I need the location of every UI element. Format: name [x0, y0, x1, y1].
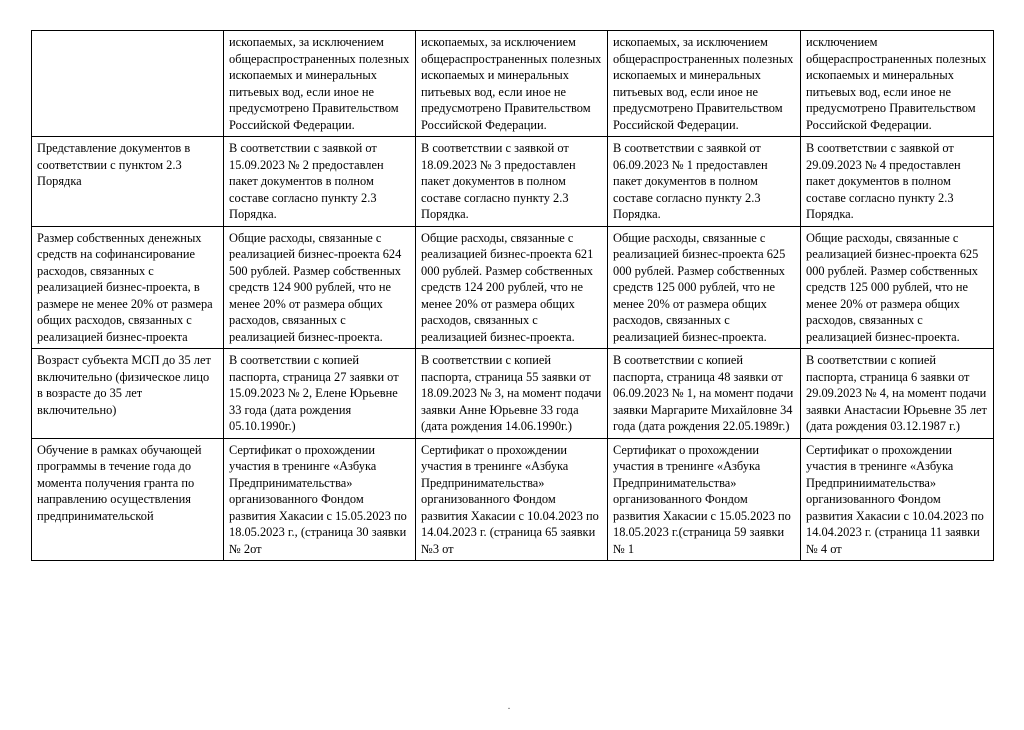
- table-cell-criterion: [32, 226, 224, 349]
- table-cell-criterion: [32, 31, 224, 137]
- cell-text: Размер собственных денежных средств на софинансирование расходов, связанных с реализацией бизнес-проекта, в размере не менее 20% от размера общих расходов, связанных с реализацией бизнес-проекта: [37, 230, 213, 344]
- table-cell-app2: [224, 137, 416, 227]
- table-cell-app4: [801, 349, 994, 439]
- cell-text: Сертификат о прохождении участия в тренинге «Азбука Предпринимательства» организованного Фондом развития Хакасии с 15.05.2023 по 18.05.2023 г.(страница 59 заявки № 1: [613, 442, 791, 556]
- cell-text: В соответствии с заявкой от 29.09.2023 № 4 предоставлен пакет документов в полном составе согласно пункту 2.3 Порядка.: [806, 141, 961, 221]
- table-row: [32, 137, 994, 227]
- table-cell-app1: [608, 226, 801, 349]
- table-row: [32, 226, 994, 349]
- cell-text: Возраст субъекта МСП до 35 лет включительно (физическое лицо в возрасте до 35 лет включительно): [37, 353, 211, 417]
- table-cell-app2: [224, 31, 416, 137]
- cell-text: В соответствии с заявкой от 15.09.2023 № 2 предоставлен пакет документов в полном составе согласно пункту 2.3 Порядка.: [229, 141, 384, 221]
- table-cell-app3: [416, 438, 608, 561]
- table-cell-app1: [608, 31, 801, 137]
- table-cell-criterion: [32, 438, 224, 561]
- table-cell-app4: [801, 438, 994, 561]
- cell-text: Общие расходы, связанные с реализацией бизнес-проекта 625 000 рублей. Размер собственных средств 125 000 рублей, что не менее 20% от размера общих расходов, связанных с реализацией бизнес-проекта.: [806, 230, 979, 344]
- table-cell-app3: [416, 349, 608, 439]
- cell-text: Обучение в рамках обучающей программы в течение года до момента получения гранта по направлению осуществления предпринимательской: [37, 442, 202, 523]
- table-cell-app1: [608, 438, 801, 561]
- cell-text: В соответствии с копией паспорта, страница 6 заявки от 29.09.2023 № 4, на момент подачи заявки Анастасии Юрьевне 35 лет (дата рождения 03.12.1987 г.): [806, 353, 987, 433]
- comparison-table: [31, 30, 994, 561]
- table-cell-app4: [801, 31, 994, 137]
- cell-text: ископаемых, за исключением общераспространенных полезных ископаемых и минеральных питьевых вод, если иное не предусмотрено Правительством Российской Федерации.: [229, 35, 410, 132]
- cell-text: Сертификат о прохождении участия в тренинге «Азбука Предпринимательства» организованного Фондом развития Хакасии с 10.04.2023 по 14.04.2023 г. (страница 65 заявки №3 от: [421, 442, 599, 556]
- cell-text: Сертификат о прохождении участия в тренинге «Азбука Предприниимательства» организованного Фондом развития Хакасии с 10.04.2023 по 14.04.2023 г. (страница 11 заявки № 4 от: [806, 442, 984, 556]
- table-cell-app2: [224, 226, 416, 349]
- table-cell-app2: [224, 438, 416, 561]
- cell-text: Общие расходы, связанные с реализацией бизнес-проекта 621 000 рублей. Размер собственных средств 124 200 рублей, что не менее 20% от размера общих расходов, связанных с реализацией бизнес-проекта.: [421, 230, 594, 344]
- cell-text: Представление документов в соответствии с пунктом 2.3 Порядка: [37, 141, 191, 188]
- table-row: [32, 31, 994, 137]
- cell-text: В соответствии с копией паспорта, страница 55 заявки от 18.09.2023 № 3, на момент подачи заявки Анне Юрьевне 33 года (дата рождения 14.06.1990г.): [421, 353, 602, 433]
- cell-text: ископаемых, за исключением общераспространенных полезных ископаемых и минеральных питьевых вод, если иное не предусмотрено Правительством Российской Федерации.: [613, 35, 794, 132]
- table-row: [32, 349, 994, 439]
- table-cell-criterion: [32, 137, 224, 227]
- table-cell-app1: [608, 349, 801, 439]
- table-cell-app4: [801, 226, 994, 349]
- table-row: [32, 438, 994, 561]
- cell-text: исключением общераспространенных полезных ископаемых и минеральных питьевых вод, если иное не предусмотрено Правительством Российской Федерации.: [806, 35, 987, 132]
- cell-text: ископаемых, за исключением общераспространенных полезных ископаемых и минеральных питьевых вод, если иное не предусмотрено Правительством Российской Федерации.: [421, 35, 602, 132]
- cell-text: В соответствии с заявкой от 06.09.2023 № 1 предоставлен пакет документов в полном составе согласно пункту 2.3 Порядка.: [613, 141, 768, 221]
- cell-text: В соответствии с копией паспорта, страница 27 заявки от 15.09.2023 № 2, Елене Юрьевне 33 года (дата рождения 05.10.1990г.): [229, 353, 399, 433]
- table-cell-app3: [416, 226, 608, 349]
- table-cell-app3: [416, 31, 608, 137]
- table-cell-app3: [416, 137, 608, 227]
- cell-text: Сертификат о прохождении участия в тренинге «Азбука Предпринимательства» организованного Фондом развития Хакасии с 15.05.2023 по 18.05.2023 г., (страница 30 заявки № 2от: [229, 442, 407, 556]
- table-cell-app1: [608, 137, 801, 227]
- cell-text: В соответствии с копией паспорта, страница 48 заявки от 06.09.2023 № 1, на момент подачи заявки Маргарите Михайловне 34 года (дата рождения 22.05.1989г.): [613, 353, 794, 433]
- table-cell-criterion: [32, 349, 224, 439]
- table-cell-app4: [801, 137, 994, 227]
- cell-text: Общие расходы, связанные с реализацией бизнес-проекта 625 000 рублей. Размер собственных средств 125 000 рублей, что не менее 20% от размера общих расходов, связанных с реализацией бизнес-проекта.: [613, 230, 786, 344]
- page-footer-marker: .: [507, 700, 511, 712]
- cell-text: В соответствии с заявкой от 18.09.2023 № 3 предоставлен пакет документов в полном составе согласно пункту 2.3 Порядка.: [421, 141, 576, 221]
- cell-text: Общие расходы, связанные с реализацией бизнес-проекта 624 500 рублей. Размер собственных средств 124 900 рублей, что не менее 20% от размера общих расходов, связанных с реализацией бизнес-проекта.: [229, 230, 402, 344]
- table-cell-app2: [224, 349, 416, 439]
